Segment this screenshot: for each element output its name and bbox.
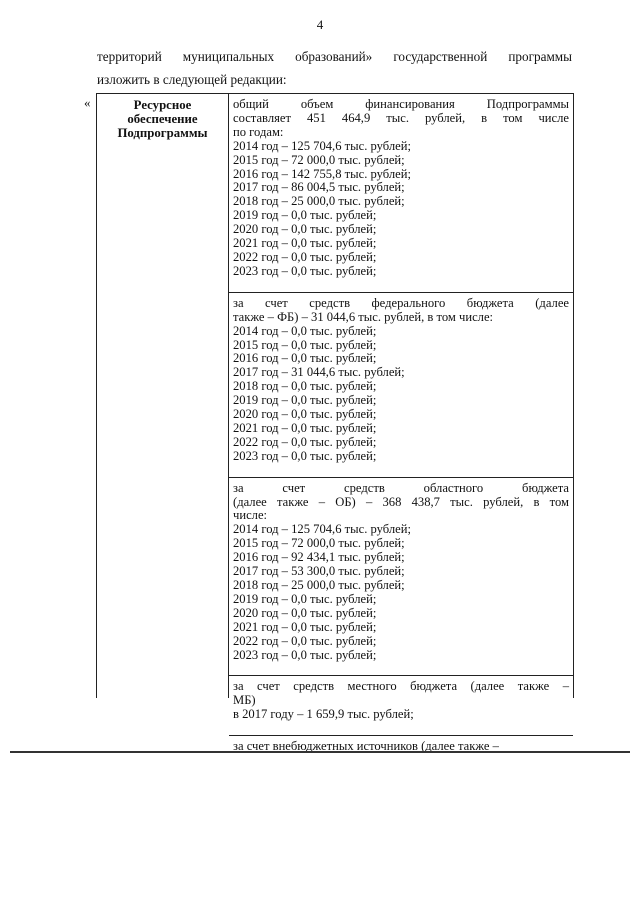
- year-amount-line: 2022 год – 0,0 тыс. рублей;: [233, 633, 377, 648]
- funding-lead-line: по годам:: [233, 124, 284, 139]
- funding-lead-line: за счет внебюджетных источников (далее также –: [233, 739, 499, 754]
- year-amount-line: 2014 год – 125 704,6 тыс. рублей;: [233, 138, 411, 153]
- funding-lead-line: МБ): [233, 693, 256, 708]
- year-amount-line: 2014 год – 125 704,6 тыс. рублей;: [233, 522, 411, 537]
- funding-lead-line: за счет средств федерального бюджета (далее: [233, 295, 569, 310]
- funding-section: [233, 482, 569, 663]
- year-amount-line: 2020 год – 0,0 тыс. рублей;: [233, 605, 377, 620]
- table-header-cell: [97, 94, 229, 698]
- year-amount-line: 2015 год – 72 000,0 тыс. рублей;: [233, 152, 405, 167]
- year-amount-line: 2016 год – 0,0 тыс. рублей;: [233, 351, 377, 366]
- year-amount-line: 2021 год – 0,0 тыс. рублей;: [233, 236, 377, 251]
- year-amount-line: 2019 год – 0,0 тыс. рублей;: [233, 393, 377, 408]
- intro-line-1: территорий муниципальных образований» государственной программы: [97, 49, 572, 64]
- year-amount-line: 2019 год – 0,0 тыс. рублей;: [233, 591, 377, 606]
- year-amount-line: 2021 год – 0,0 тыс. рублей;: [233, 619, 377, 634]
- year-amount-line: 2018 год – 25 000,0 тыс. рублей;: [233, 194, 405, 209]
- funding-lead-line: за счет средств местного бюджета (далее также –: [233, 679, 569, 694]
- header-line: обеспечение: [127, 112, 198, 126]
- funding-lead-line: числе:: [233, 508, 268, 523]
- header-line: Подпрограммы: [117, 126, 208, 140]
- funding-lead-line: за счет средств областного бюджета: [233, 480, 569, 495]
- year-amount-line: 2019 год – 0,0 тыс. рублей;: [233, 208, 377, 223]
- year-amount-line: 2023 год – 0,0 тыс. рублей;: [233, 448, 377, 463]
- year-amount-line: 2017 год – 86 004,5 тыс. рублей;: [233, 180, 405, 195]
- section-spacer: [233, 662, 569, 675]
- year-amount-line: 2018 год – 0,0 тыс. рублей;: [233, 379, 377, 394]
- funding-lead-line: общий объем финансирования Подпрограммы: [233, 97, 569, 111]
- section-spacer: [233, 722, 569, 735]
- funding-section: [233, 680, 569, 722]
- table-content-cell: [229, 94, 573, 754]
- opening-quote: «: [84, 95, 91, 110]
- year-amount-line: 2015 год – 72 000,0 тыс. рублей;: [233, 536, 405, 551]
- year-amount-line: 2020 год – 0,0 тыс. рублей;: [233, 222, 377, 237]
- year-amount-line: 2023 год – 0,0 тыс. рублей;: [233, 263, 377, 278]
- funding-section: [233, 297, 569, 464]
- year-amount-line: 2021 год – 0,0 тыс. рублей;: [233, 420, 377, 435]
- header-line: Ресурсное: [133, 98, 192, 112]
- section-spacer: [233, 464, 569, 477]
- year-amount-line: в 2017 году – 1 659,9 тыс. рублей;: [233, 707, 414, 722]
- year-amount-line: 2020 год – 0,0 тыс. рублей;: [233, 407, 377, 422]
- year-amount-line: 2018 год – 25 000,0 тыс. рублей;: [233, 578, 405, 592]
- year-amount-line: 2014 год – 0,0 тыс. рублей;: [233, 323, 377, 338]
- funding-section: [233, 98, 569, 279]
- section-spacer: [233, 279, 569, 292]
- year-amount-line: 2017 год – 31 044,6 тыс. рублей;: [233, 365, 405, 380]
- funding-lead-line: составляет 451 464,9 тыс. рублей, в том числе: [233, 110, 569, 125]
- year-amount-line: 2016 год – 142 755,8 тыс. рублей;: [233, 166, 411, 181]
- footer-divider: [10, 751, 630, 753]
- funding-lead-line: также – ФБ) – 31 044,6 тыс. рублей, в том числе:: [233, 309, 494, 324]
- page-number: 4: [316, 17, 324, 32]
- resource-table: [96, 93, 574, 754]
- intro-line-2: изложить в следующей редакции:: [97, 72, 287, 87]
- year-amount-line: 2015 год – 0,0 тыс. рублей;: [233, 337, 377, 352]
- year-amount-line: 2023 год – 0,0 тыс. рублей;: [233, 647, 377, 662]
- intro-paragraph: [97, 45, 572, 91]
- year-amount-line: 2022 год – 0,0 тыс. рублей;: [233, 249, 377, 264]
- year-amount-line: 2017 год – 53 300,0 тыс. рублей;: [233, 564, 405, 579]
- funding-lead-line: (далее также – ОБ) – 368 438,7 тыс. рублей, в том: [233, 494, 569, 509]
- year-amount-line: 2016 год – 92 434,1 тыс. рублей;: [233, 550, 405, 565]
- year-amount-line: 2022 год – 0,0 тыс. рублей;: [233, 434, 377, 449]
